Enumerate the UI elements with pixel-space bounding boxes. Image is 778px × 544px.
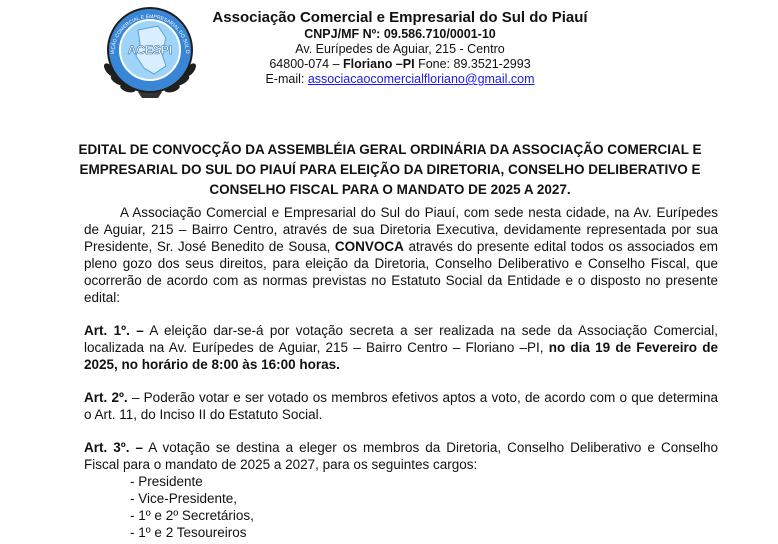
intro-paragraph [84, 204, 718, 306]
phone: Fone: 89.3521-2993 [418, 57, 531, 71]
cep: 64800-074 – [269, 57, 340, 71]
article-1 [84, 322, 718, 373]
address: Av. Eurípedes de Aguiar, 215 - Centro [295, 42, 505, 56]
logo-ring-text: IAÇÃO COMERCIAL E EMPRESARIAL DO SUL D [109, 13, 191, 55]
article-2-text: – Poderão votar e ser votado os membros efetivos aptos a voto, de acordo com o que determina o Art. 11, do Inciso II do Estatuto Social. [84, 390, 718, 422]
letterhead [200, 9, 600, 87]
city: Floriano –PI [343, 57, 415, 71]
organization-name: Associação Comercial e Empresarial do Sul do Piauí [212, 9, 588, 26]
intro-convoca: CONVOCA [334, 239, 404, 254]
list-item: - Presidente [130, 474, 203, 489]
logo-name: ACESPI [127, 43, 173, 57]
article-3 [84, 439, 718, 473]
cnpj: CNPJ/MF Nº: 09.586.710/0001-10 [304, 27, 496, 41]
intro-text-1: A Associação Comercial e Empresarial do Sul do Piauí, com sede nesta cidade, na Av. Eurípedes de Aguiar, 215 – Bairro Centro, através de sua Diretoria Executiva, devidamente representada por sua Presidente, Sr. José Benedito de Sousa, [84, 205, 718, 254]
article-3-label: Art. 3º. – [84, 440, 143, 455]
email-line [200, 72, 600, 87]
list-item: - 1º e 2º Secretários, [130, 508, 254, 523]
document-body [84, 204, 718, 541]
article-1-label: Art. 1º. – [84, 323, 144, 338]
intro-text-2: através do presente edital todos os associados em pleno gozo dos seus direitos, para eleição da Diretoria, Conselho Deliberativo e Conselho Fiscal, que ocorrerão de acordo com as normas previstas no Estatuto Social da Entidade e o disposto no presente edital: [84, 239, 718, 305]
document-title: EDITAL DE CONVOCÇÃO DA ASSEMBLÉIA GERAL ORDINÁRIA DA ASSOCIAÇÃO COMERCIAL E EMPRESARIAL DO SUL DO PIAUÍ PARA ELEIÇÃO DA DIRETORIA, CONSELHO DELIBERATIVO E CONSELHO FISCAL PARA O MANDATO DE 2025 A 2027. [78, 142, 702, 197]
email-label: E-mail: [265, 72, 305, 86]
article-3-text: A votação se destina a eleger os membros da Diretoria, Conselho Deliberativo e Conselho Fiscal para o mandato de 2025 a 2027, para os seguintes cargos: [84, 440, 719, 472]
list-item: - 1º e 2 Tesoureiros [130, 525, 247, 540]
list-item: - Vice-Presidente, [130, 491, 238, 506]
article-2 [84, 389, 718, 423]
positions-list [84, 473, 718, 541]
article-1-text: A eleição dar-se-á por votação secreta a ser realizada na sede da Associação Comercial, localizada na Av. Eurípedes de Aguiar, 215 – Bairro Centro – Floriano –PI, [84, 323, 718, 355]
article-2-label: Art. 2º. [84, 390, 128, 405]
association-logo [100, 4, 200, 100]
article-1-date: no dia 19 de Fevereiro de 2025, no horário de 8:00 às 16:00 horas. [84, 340, 719, 372]
cep-city-phone [200, 57, 600, 72]
email-link[interactable]: associacaocomercialfloriano@gmail.com [307, 72, 535, 86]
